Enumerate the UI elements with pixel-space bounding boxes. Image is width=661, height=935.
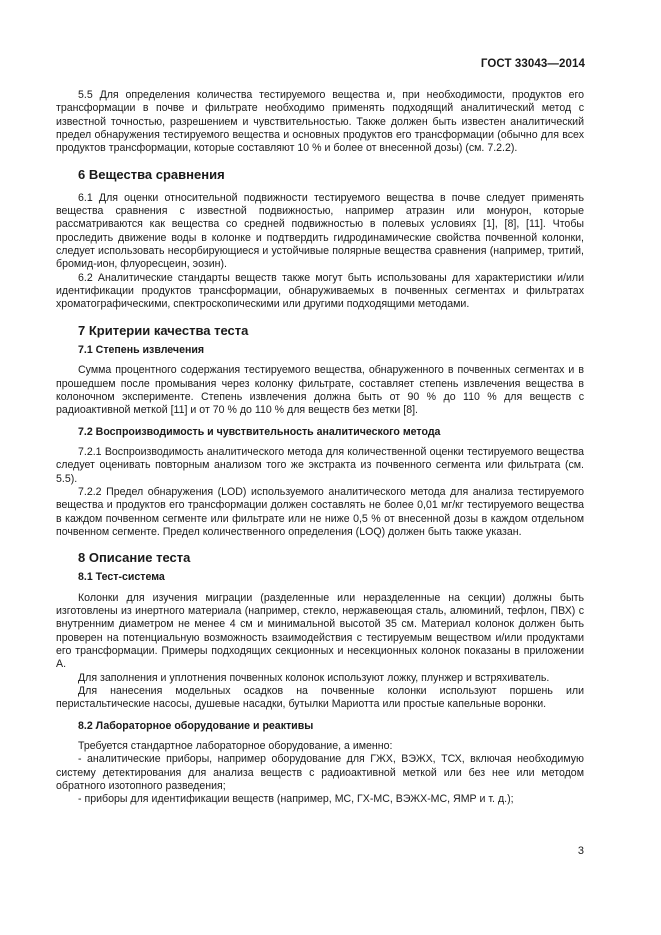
paragraph-8-1-1: Колонки для изучения миграции (разделенные или неразделенные на секции) должны быть изготовлены из инертного материала (например, стекло, нержавеющая сталь, алюминий, тефлон, ПВХ) с внутренним диаметром не менее 4 см и минимальной высотой 35 см. Материал колонок должен быть проверен на потенциальную возможность взаимодействия с тестируемым веществом и/или продуктами его трансформации. Примеры подходящих секционных и несекционных колонок показаны в приложении А. xyxy=(56,591,584,671)
subsection-7-1-heading: 7.1 Степень извлечения xyxy=(78,343,205,356)
paragraph-5-5: 5.5 Для определения количества тестируемого вещества и, при необходимости, продуктов его трансформации в почве и фильтрате необходимо применять подходящий аналитический метод с известной точностью, разрешением и чувствительностью. Также должен быть известен аналитический предел обнаружения тестируемого вещества и основных продуктов его трансформации (обычно для всех продуктов трансформации, которые составляют 10 % и более от внесенной дозы) (см. 7.2.2). xyxy=(56,89,584,155)
paragraph-7-1: Сумма процентного содержания тестируемого вещества, обнаруженного в почвенных сегментах и в прошедшем после промывания через колонку фильтрате, составляет степень извлечения вещества в колоночном эксперименте. Степень извлечения должна быть от 90 % до 110 % для веществ с радиоактивной меткой [11] и от 70 % до 110 % для веществ без метки [8]. xyxy=(56,364,584,417)
section-8-heading: 8 Описание теста xyxy=(78,550,191,566)
paragraph-8-2-intro: Требуется стандартное лабораторное оборудование, а именно: xyxy=(78,740,393,753)
paragraph-7-2-1: 7.2.1 Воспроизводимость аналитического метода для количественной оценки тестируемого вещества следует оценивать повторным анализом того же экстракта из почвенного сегмента или фильтрата (см. 5.5). xyxy=(56,445,584,485)
paragraph-8-1-2: Для заполнения и уплотнения почвенных колонок используют ложку, плунжер и встряхиватель. xyxy=(78,671,550,684)
paragraph-7-2-2: 7.2.2 Предел обнаружения (LOD) используемого аналитического метода для анализа тестируемого вещества и продуктов его трансформации должен составлять не более 0,01 мг/кг тестируемого вещества в каждом почвенном сегменте или фильтрате или не ниже 0,5 % от внесенной дозы в каждом отдельном почвенном сегменте. Предел количественного определения (LOQ) должен быть также указан. xyxy=(56,485,584,538)
subsection-8-1-heading: 8.1 Тест-система xyxy=(78,571,165,584)
section-6-heading: 6 Вещества сравнения xyxy=(78,166,225,182)
list-item: - аналитические приборы, например оборудование для ГЖХ, ВЭЖХ, ТСХ, включая необходимую систему детектирования для анализа веществ с радиоактивной меткой или без нее или методом обратного изотопного разведения; xyxy=(56,753,584,793)
page-content xyxy=(56,89,584,807)
subsection-8-2-heading: 8.2 Лабораторное оборудование и реактивы xyxy=(78,719,314,732)
page-number: 3 xyxy=(577,845,584,857)
subsection-7-2-heading: 7.2 Воспроизводимость и чувствительность аналитического метода xyxy=(78,425,441,438)
paragraph-6-1: 6.1 Для оценки относительной подвижности тестируемого вещества в почве следует применять вещества сравнения с известной подвижностью, например атразин или монурон, которые рассматриваются как вещества со средней подвижностью в полевых условиях [1], [8], [11]. Чтобы проследить движение воды в колонке и подтвердить гидродинамические свойства почвенной колонки, следует использовать несорбирующиеся и устойчивые полярные вещества сравнения (например, тритий, бромид-ион, флуоресцеин, эозин). xyxy=(56,191,584,271)
standard-code: ГОСТ 33043—2014 xyxy=(480,58,585,70)
paragraph-8-1-3: Для нанесения модельных осадков на почвенные колонки используют поршень или перистальтические насосы, душевые насадки, бутылки Мариотта или простые капельные воронки. xyxy=(56,685,584,711)
section-7-heading: 7 Критерии качества теста xyxy=(78,322,249,338)
paragraph-6-2: 6.2 Аналитические стандарты веществ также могут быть использованы для характеристики и/или идентификации продуктов трансформации, обнаруживаемых в почвенных сегментах и фильтратах хроматографическими, спектроскопическими или другими подходящими методами. xyxy=(56,271,584,311)
list-item: - приборы для идентификации веществ (например, МС, ГХ-МС, ВЭЖХ-МС, ЯМР и т. д.); xyxy=(78,793,514,806)
